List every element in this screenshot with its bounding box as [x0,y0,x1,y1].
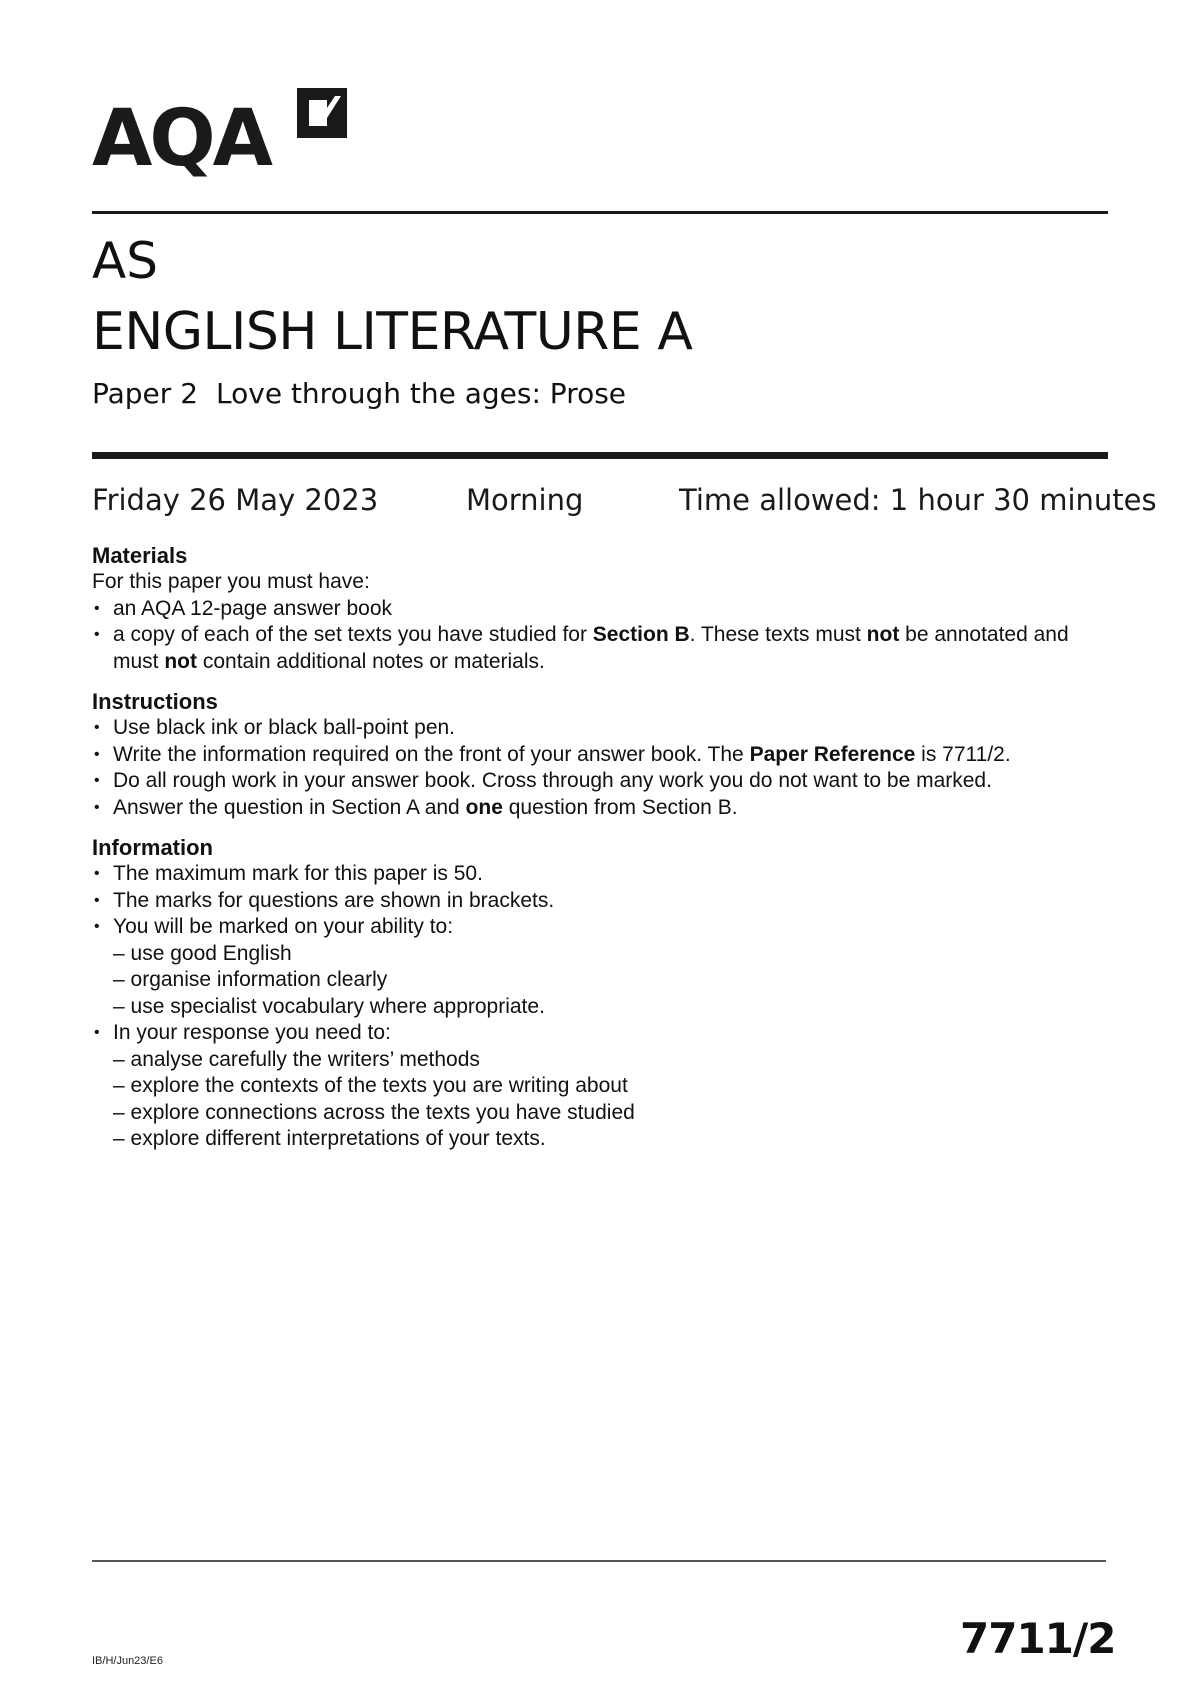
list-item: • You will be marked on your ability to: – use good English – organise information clearly – use specialist vocabulary where appropriate. [92,914,1092,1020]
footer-divider [92,1560,1106,1562]
list-item: • The marks for questions are shown in brackets. [92,888,1092,915]
instructions-heading: Instructions [92,689,218,714]
subject-title: ENGLISH LITERATURE A [92,302,693,362]
paper-title: Love through the ages: Prose [216,377,627,410]
sub-list-item: – explore the contexts of the texts you are writing about [113,1073,1092,1100]
sub-list-item: – use good English [113,941,1092,968]
list-item: • Answer the question in Section A and one question from Section B. [92,795,1092,822]
document-code: IB/H/Jun23/E6 [92,1655,163,1667]
sub-list-item: – explore connections across the texts you have studied [113,1100,1092,1127]
exam-session: Morning [466,483,584,517]
list-item: • Write the information required on the front of your answer book. The Paper Reference is 7711/2. [92,742,1092,769]
time-allowed: Time allowed: 1 hour 30 minutes [679,483,1157,517]
list-item: • In your response you need to: – analyse carefully the writers’ methods – explore the contexts of the texts you are writing about – explore connections across the texts you have studied – explore different interpretations of your texts. [92,1020,1092,1153]
header-divider [92,211,1108,214]
qualification-level: AS [92,232,158,290]
list-item: • The maximum mark for this paper is 50. [92,861,1092,888]
list-item: • Use black ink or black ball-point pen. [92,715,1092,742]
instructions-section [92,688,1092,821]
list-item: • Do all rough work in your answer book. Cross through any work you do not want to be marked. [92,768,1092,795]
information-section [92,834,1092,1153]
title-divider [92,452,1108,459]
paper-reference: 7711/2 [960,1614,1116,1663]
list-item: • an AQA 12-page answer book [92,596,1092,623]
materials-heading: Materials [92,543,188,568]
information-heading: Information [92,835,213,860]
sub-list-item: – organise information clearly [113,967,1092,994]
materials-intro: For this paper you must have: [92,570,370,593]
materials-section [92,542,1092,675]
aqa-logo [92,88,362,184]
logo-speech-mark-icon [297,88,347,138]
logo-text: AQA [92,94,271,184]
rubric [92,542,1092,1166]
sub-list-item: – analyse carefully the writers’ methods [113,1047,1092,1074]
list-item: • a copy of each of the set texts you have studied for Section B. These texts must not be annotated and must not contain additional notes or materials. [92,622,1092,675]
sub-list-item: – explore different interpretations of your texts. [113,1126,1092,1153]
paper-number: Paper 2 [92,377,199,410]
sub-list-item: – use specialist vocabulary where appropriate. [113,994,1092,1021]
exam-date: Friday 26 May 2023 [92,483,379,517]
paper-line [92,377,644,410]
